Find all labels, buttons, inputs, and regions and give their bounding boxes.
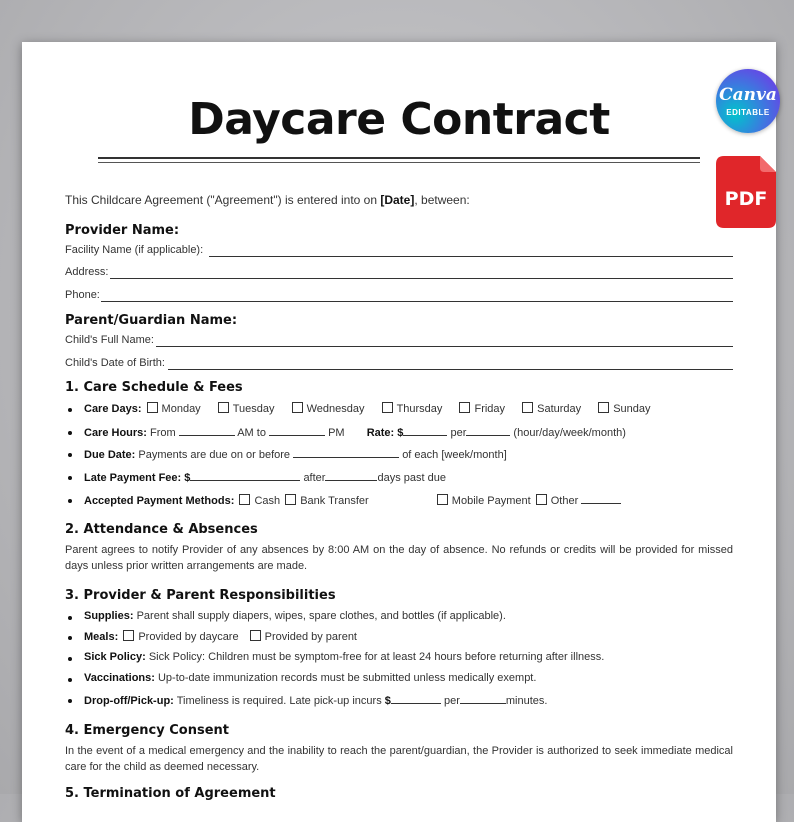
due-date-field[interactable] — [293, 447, 399, 458]
bullet — [68, 678, 72, 682]
document-title: Daycare Contract — [188, 94, 610, 145]
meals-option-daycare: Provided by daycare — [138, 631, 239, 643]
other-method-field[interactable] — [581, 493, 621, 504]
vaccinations-text: Up-to-date immunization records must be submitted unless medically exempt. — [157, 672, 537, 684]
care-hours-label: Care Hours: — [84, 427, 147, 439]
sick-policy-row — [84, 651, 604, 663]
section3-heading: 3. Provider & Parent Responsibilities — [65, 588, 336, 603]
drop-off-per: per — [443, 695, 460, 707]
sick-policy-text: Sick Policy: Children must be symptom-free for at least 24 hours before returning after illness. — [148, 651, 605, 663]
child-name-label: Child's Full Name: — [65, 334, 154, 346]
child-name-field[interactable] — [156, 346, 733, 347]
pdf-label: PDF — [724, 188, 768, 210]
bullet — [68, 431, 72, 435]
section1-heading: 1. Care Schedule & Fees — [65, 380, 243, 395]
day-label: Tuesday — [232, 403, 275, 415]
address-field[interactable] — [110, 278, 733, 279]
section4-heading: 4. Emergency Consent — [65, 723, 229, 738]
am-to-label: AM to — [237, 427, 266, 439]
care-hours-row — [84, 425, 626, 439]
drop-off-text: Timeliness is required. Late pick-up incurs — [176, 695, 385, 707]
phone-label: Phone: — [65, 289, 100, 301]
bullet — [68, 699, 72, 703]
rate-label: Rate: $ — [366, 427, 404, 439]
bullet — [68, 657, 72, 661]
bullet — [68, 636, 72, 640]
day-label: Sunday — [613, 403, 651, 415]
meals-row — [84, 630, 357, 643]
intro-text — [65, 193, 470, 207]
late-after-label: after — [303, 472, 326, 484]
bullet — [68, 499, 72, 503]
late-days-field[interactable] — [325, 470, 377, 481]
day-label: Wednesday — [306, 403, 365, 415]
checkbox-other[interactable] — [536, 494, 547, 505]
intro-before: This Childcare Agreement ("Agreement") is entered into on — [65, 193, 381, 207]
address-label: Address: — [65, 266, 109, 278]
intro-date: [Date] — [380, 193, 415, 207]
method-label: Bank Transfer — [300, 495, 369, 507]
supplies-row — [84, 610, 506, 622]
child-dob-field[interactable] — [168, 369, 733, 370]
method-label: Other — [550, 495, 579, 507]
drop-off-dollar: $ — [384, 695, 391, 707]
phone-field[interactable] — [101, 301, 733, 302]
checkbox-thursday[interactable] — [382, 402, 393, 413]
checkbox-bank-transfer[interactable] — [285, 494, 296, 505]
supplies-text: Parent shall supply diapers, wipes, spare clothes, and bottles (if applicable). — [136, 610, 506, 622]
bullet — [68, 616, 72, 620]
day-label: Friday — [474, 403, 506, 415]
bullet — [68, 453, 72, 457]
to-time-field[interactable] — [269, 425, 325, 436]
late-days-label: days past due — [377, 472, 446, 484]
late-pickup-fee-field[interactable] — [391, 693, 441, 704]
section5-heading: 5. Termination of Agreement — [65, 786, 276, 801]
due-date-text: Payments are due on or before — [138, 449, 291, 461]
method-label: Cash — [254, 495, 281, 507]
section2-heading: 2. Attendance & Absences — [65, 522, 258, 537]
from-time-field[interactable] — [179, 425, 235, 436]
intro-after: , between: — [414, 193, 470, 207]
emergency-paragraph: In the event of a medical emergency and the inability to reach the parent/guardian, the Provider is authorized to seek immediate medical care for the child as deemed necessary. — [65, 745, 733, 773]
canva-logo-text: Canva — [719, 85, 777, 105]
care-days-row — [84, 402, 651, 415]
late-fee-field[interactable] — [190, 470, 300, 481]
care-days-label: Care Days: — [84, 403, 142, 415]
rate-units: (hour/day/week/month) — [513, 427, 626, 439]
vaccinations-row — [84, 672, 536, 684]
payment-methods-label: Accepted Payment Methods: — [84, 495, 235, 507]
meals-label: Meals: — [84, 631, 119, 643]
parent-heading: Parent/Guardian Name: — [65, 313, 238, 328]
canva-editable-badge — [716, 69, 780, 133]
from-label: From — [150, 427, 176, 439]
checkbox-tuesday[interactable] — [218, 402, 229, 413]
document-page — [22, 42, 776, 822]
meals-option-parent: Provided by parent — [264, 631, 357, 643]
checkbox-sunday[interactable] — [598, 402, 609, 413]
checkbox-mobile-payment[interactable] — [437, 494, 448, 505]
pdf-file-icon — [716, 156, 776, 228]
day-label: Monday — [161, 403, 201, 415]
provider-heading: Provider Name: — [65, 223, 180, 238]
late-fee-row — [84, 470, 446, 484]
late-pickup-minutes-field[interactable] — [460, 693, 506, 704]
late-fee-label: Late Payment Fee: $ — [84, 472, 191, 484]
due-date-after: of each [week/month] — [402, 449, 507, 461]
child-dob-label: Child's Date of Birth: — [65, 357, 165, 369]
rate-amount-field[interactable] — [403, 425, 447, 436]
canva-editable-tag: EDITABLE — [726, 108, 770, 117]
checkbox-meals-daycare[interactable] — [123, 630, 134, 641]
method-label: Mobile Payment — [451, 495, 531, 507]
payment-methods-row — [84, 493, 621, 507]
supplies-label: Supplies: — [84, 610, 134, 622]
due-date-label: Due Date: — [84, 449, 136, 461]
title-rule-thin — [98, 162, 700, 163]
bullet — [68, 408, 72, 412]
pm-label: PM — [328, 427, 345, 439]
per-label: per — [450, 427, 467, 439]
attendance-paragraph: Parent agrees to notify Provider of any absences by 8:00 AM on the day of absence. No refunds or credits will be provided for missed days unless prior written arrangements are made. — [65, 544, 733, 572]
drop-off-minutes: minutes. — [505, 695, 548, 707]
vaccinations-label: Vaccinations: — [84, 672, 155, 684]
checkbox-saturday[interactable] — [522, 402, 533, 413]
checkbox-cash[interactable] — [239, 494, 250, 505]
drop-off-label: Drop-off/Pick-up: — [84, 695, 174, 707]
sick-policy-label: Sick Policy: — [84, 651, 146, 663]
day-label: Thursday — [396, 403, 443, 415]
checkbox-wednesday[interactable] — [292, 402, 303, 413]
checkbox-friday[interactable] — [459, 402, 470, 413]
facility-field[interactable] — [209, 256, 733, 257]
due-date-row — [84, 447, 507, 461]
checkbox-monday[interactable] — [147, 402, 158, 413]
drop-off-row — [84, 693, 547, 707]
bullet — [68, 476, 72, 480]
checkbox-meals-parent[interactable] — [250, 630, 261, 641]
day-label: Saturday — [537, 403, 582, 415]
title-rule — [98, 157, 700, 159]
rate-period-field[interactable] — [466, 425, 510, 436]
facility-label: Facility Name (if applicable): — [65, 244, 204, 256]
